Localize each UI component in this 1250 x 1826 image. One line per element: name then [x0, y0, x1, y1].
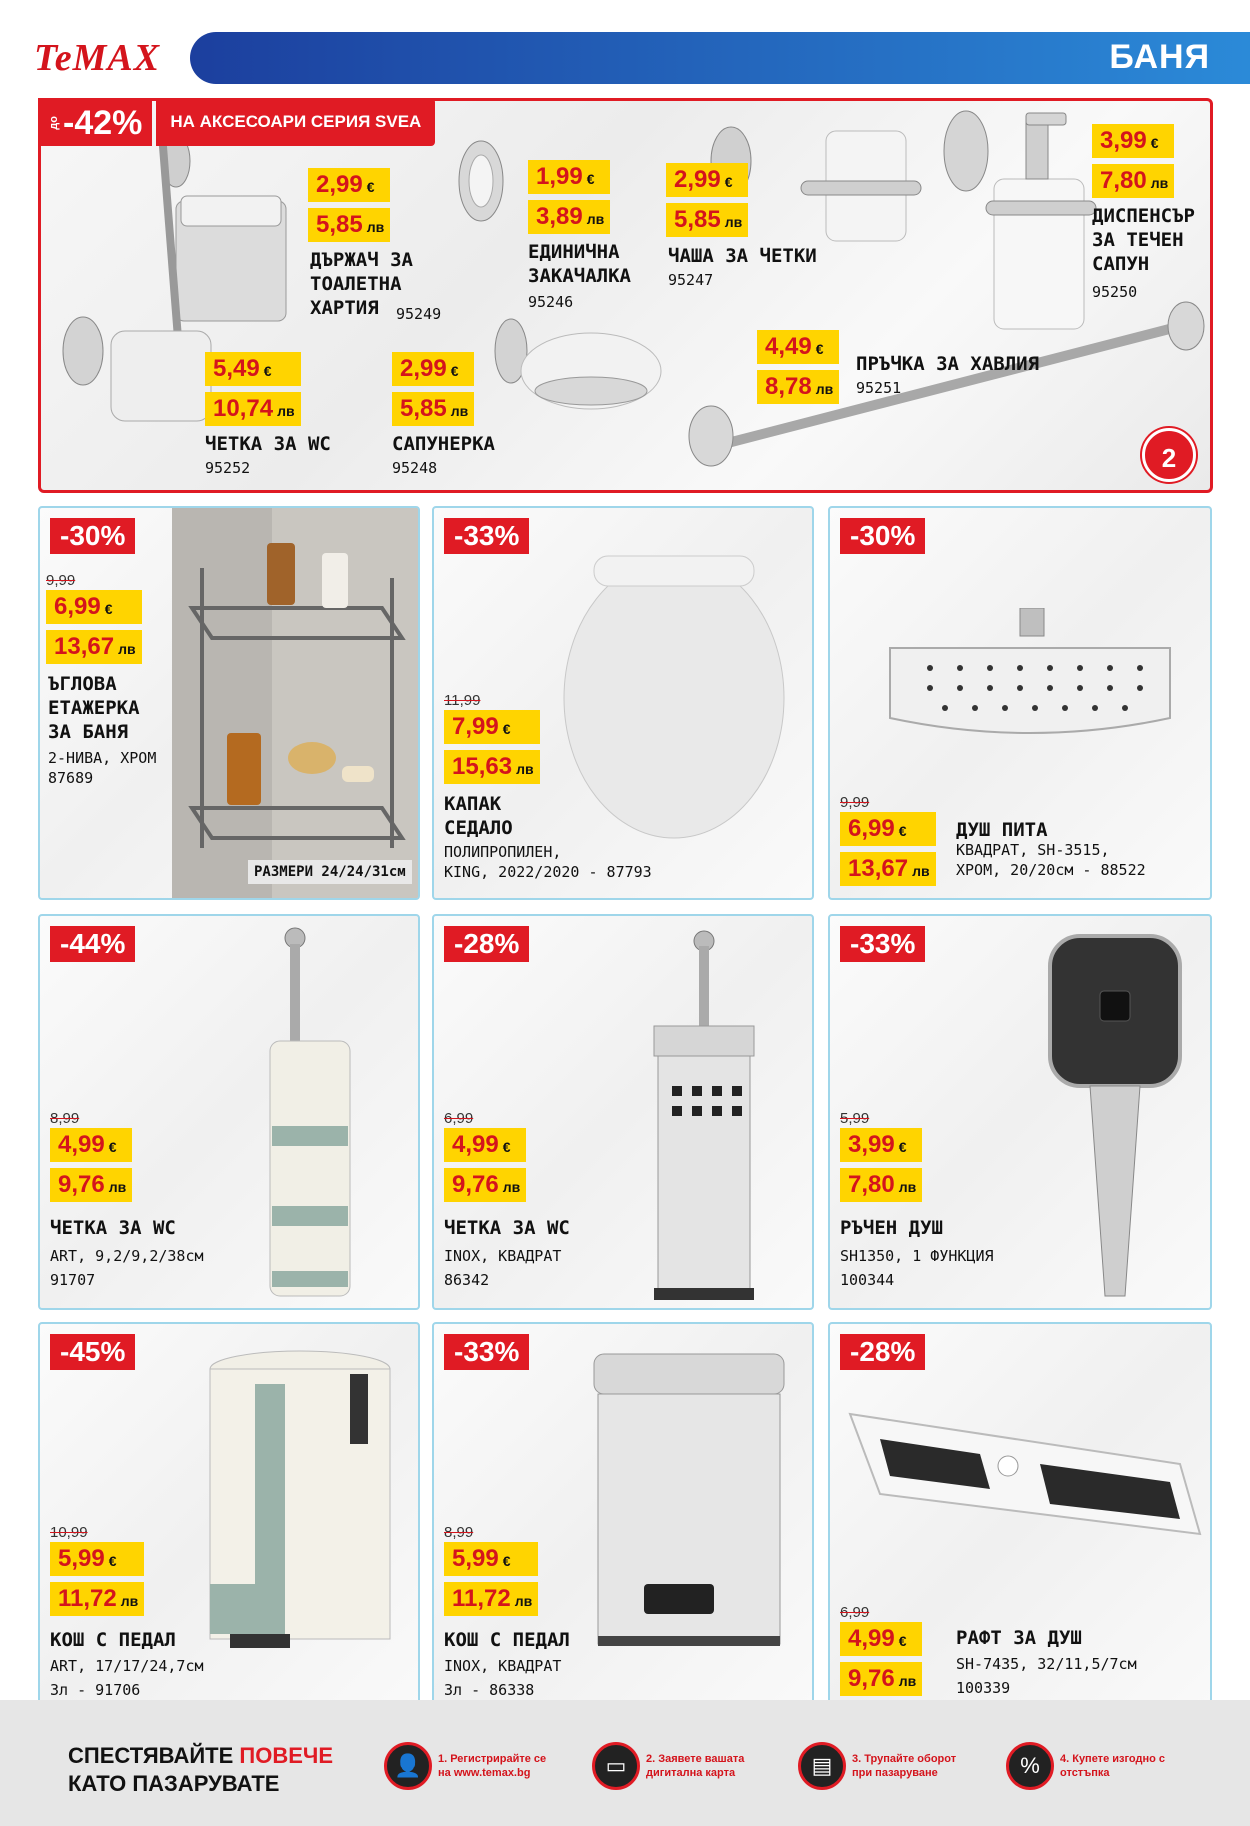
svea-discount: -42% — [63, 103, 143, 142]
product-title: РАФТ ЗА ДУШ — [956, 1627, 1082, 1649]
product-desc: SH1350, 1 ФУНКЦИЯ — [840, 1247, 994, 1265]
step-register[interactable]: 👤 1. Регистрирайте се на www.temax.bg — [384, 1742, 558, 1790]
discount-prefix: до — [48, 116, 60, 130]
product-card-wc-brush-inox[interactable]: -28% 6,99 4,99 € 9,76 лв ЧЕТКА ЗА WC INOX, КВАДРАТ 86342 — [432, 914, 814, 1310]
price-paper-holder: 2,99 € 5,85 лв — [308, 168, 390, 242]
product-desc: ПОЛИПРОПИЛЕН, — [444, 843, 562, 861]
price-bgn: 13,67 лв — [46, 630, 142, 664]
code-dispenser: 95250 — [1092, 283, 1138, 301]
code-soap-dish: 95248 — [392, 459, 438, 477]
price-cup: 2,99 € 5,85 лв — [666, 163, 748, 237]
wc-brush-inox-image — [644, 926, 764, 1306]
corner-shelf-image — [172, 508, 420, 900]
product-desc: INOX, КВАДРАТ — [444, 1657, 562, 1675]
hand-shower-image — [1030, 926, 1200, 1306]
product-code: ХРОМ, 20/20см - 88522 — [956, 861, 1146, 879]
price-eur: 6,99 € — [46, 590, 142, 624]
product-card-hand-shower[interactable]: -33% 5,99 3,99 € 7,80 лв РЪЧЕН ДУШ SH1350, 1 ФУНКЦИЯ 100344 — [828, 914, 1212, 1310]
product-title: КОШ С ПЕДАЛ — [444, 1629, 570, 1651]
product-title: РЪЧЕН ДУШ — [840, 1217, 943, 1239]
wallet-icon: ▤ — [798, 1742, 846, 1790]
title-paper-holder: ДЪРЖАЧ ЗА ТОАЛЕТНА ХАРТИЯ — [310, 249, 413, 319]
title-towel-bar: ПРЪЧКА ЗА ХАВЛИЯ — [856, 353, 1040, 375]
old-price: 9,99 — [46, 572, 76, 589]
step-turnover[interactable]: ▤ 3. Трупайте оборот при пазаруване — [798, 1742, 972, 1790]
product-title: ДУШ ПИТА — [956, 819, 1048, 841]
discount-badge: -33% — [840, 926, 925, 962]
product-code: 91707 — [50, 1271, 96, 1289]
size-label: РАЗМЕРИ 24/24/31см — [248, 860, 412, 884]
product-desc: SH-7435, 32/11,5/7см — [956, 1655, 1137, 1673]
product-code: 87689 — [48, 769, 94, 787]
code-hook: 95246 — [528, 293, 574, 311]
product-card-wc-brush-art[interactable]: -44% 8,99 4,99 € 9,76 лв ЧЕТКА ЗА WC ART, 9,2/9,2/38см 91707 — [38, 914, 420, 1310]
shower-head-image — [880, 608, 1180, 748]
section-banner — [190, 32, 1250, 84]
product-code: KING, 2022/2020 - 87793 — [444, 863, 652, 881]
user-icon: 👤 — [384, 1742, 432, 1790]
toilet-seat-image — [554, 548, 794, 848]
price-wc-brush-svea: 5,49 € 10,74 лв — [205, 352, 301, 426]
loyalty-footer — [0, 1700, 1250, 1826]
product-desc: ART, 9,2/9,2/38см — [50, 1247, 204, 1265]
discount-badge: -33% — [444, 1334, 529, 1370]
product-title: ЪГЛОВА ЕТАЖЕРКА ЗА БАНЯ — [48, 673, 140, 743]
title-cup: ЧАША ЗА ЧЕТКИ — [668, 245, 817, 267]
product-title: ЧЕТКА ЗА WC — [50, 1217, 176, 1239]
discount-badge: -33% — [444, 518, 529, 554]
hook-image — [459, 141, 503, 221]
price-hook: 1,99 € 3,89 лв — [528, 160, 610, 234]
temax-logo[interactable]: TeMAX — [34, 37, 161, 79]
title-hook: ЕДИНИЧНА ЗАКАЧАЛКА — [528, 241, 631, 287]
step-card[interactable]: ▭ 2. Заявете вашата дигитална карта — [592, 1742, 766, 1790]
dispenser-image — [944, 111, 1096, 329]
product-desc: 2-НИВА, ХРОМ — [48, 749, 157, 767]
step-discount[interactable]: % 4. Купете изгодно с отстъпка — [1006, 1742, 1180, 1790]
product-desc: INOX, КВАДРАТ — [444, 1247, 562, 1265]
section-title: БАНЯ — [1109, 38, 1210, 76]
product-code: 3л - 91706 — [50, 1681, 141, 1699]
product-title: КОШ С ПЕДАЛ — [50, 1629, 176, 1651]
discount-badge: -30% — [50, 518, 135, 554]
product-card-toilet-seat[interactable]: -33% 11,99 7,99 € 15,63 лв КАПАК СЕДАЛО ПОЛИПРОПИЛЕН, KING, 2022/2020 - 87793 — [432, 506, 814, 900]
discount-badge: -30% — [840, 518, 925, 554]
product-card-pedal-bin-art[interactable]: -45% 10,99 5,99 € 11,72 лв КОШ С ПЕДАЛ ART, 17/17/24,7см 3л - 91706 — [38, 1322, 420, 1718]
wc-brush-art-image — [260, 926, 370, 1306]
title-dispenser: ДИСПЕНСЪР ЗА ТЕЧЕН САПУН — [1092, 205, 1195, 275]
product-code: 86342 — [444, 1271, 490, 1289]
product-card-shower-shelf[interactable]: -28% 6,99 4,99 € 9,76 лв РАФТ ЗА ДУШ SH-7435, 32/11,5/7см 100339 — [828, 1322, 1212, 1718]
price-towel-bar: 4,49 € 8,78 лв — [757, 330, 839, 404]
card-icon: ▭ — [592, 1742, 640, 1790]
code-towel-bar: 95251 — [856, 379, 902, 397]
product-card-pedal-bin-inox[interactable]: -33% 8,99 5,99 € 11,72 лв КОШ С ПЕДАЛ INOX, КВАДРАТ 3л - 86338 — [432, 1322, 814, 1718]
discount-badge: -45% — [50, 1334, 135, 1370]
product-code: 3л - 86338 — [444, 1681, 535, 1699]
svea-discount-badge — [38, 98, 435, 146]
pedal-bin-art-image — [200, 1344, 410, 1654]
product-card-shower-head[interactable]: -30% 9,99 6,99 € 13,67 лв ДУШ ПИТА КВАДРАТ, SH-3515, ХРОМ, 20/20см - 88522 — [828, 506, 1212, 900]
price-dispenser: 3,99 € 7,80 лв — [1092, 124, 1174, 198]
pedal-bin-inox-image — [584, 1344, 794, 1654]
discount-badge: -44% — [50, 926, 135, 962]
code-paper-holder: 95249 — [396, 305, 442, 323]
title-wc-brush-svea: ЧЕТКА ЗА WC — [205, 433, 331, 455]
percent-icon: % — [1006, 1742, 1054, 1790]
guarantee-badge: 2 — [1142, 428, 1196, 482]
code-wc-brush-svea: 95252 — [205, 459, 251, 477]
product-card-corner-shelf[interactable] — [38, 506, 420, 900]
page-header — [0, 0, 1250, 92]
shower-shelf-image — [840, 1394, 1210, 1574]
code-cup: 95247 — [668, 271, 714, 289]
svea-title: НА АКСЕСОАРИ СЕРИЯ SVEA — [156, 98, 435, 146]
product-desc: КВАДРАТ, SH-3515, — [956, 841, 1110, 859]
title-soap-dish: САПУНЕРКА — [392, 433, 495, 455]
product-title: КАПАК СЕДАЛО — [444, 793, 513, 839]
product-title: ЧЕТКА ЗА WC — [444, 1217, 570, 1239]
price-soap-dish: 2,99 € 5,85 лв — [392, 352, 474, 426]
discount-badge: -28% — [840, 1334, 925, 1370]
product-desc: ART, 17/17/24,7см — [50, 1657, 204, 1675]
discount-badge: -28% — [444, 926, 529, 962]
soap-dish-image — [495, 319, 661, 409]
product-code: 100339 — [956, 1679, 1011, 1697]
paper-holder-image — [162, 135, 286, 321]
footer-slogan: СПЕСТЯВАЙТЕ ПОВЕЧЕ КАТО ПАЗАРУВАТЕ — [68, 1743, 334, 1796]
product-code: 100344 — [840, 1271, 895, 1289]
